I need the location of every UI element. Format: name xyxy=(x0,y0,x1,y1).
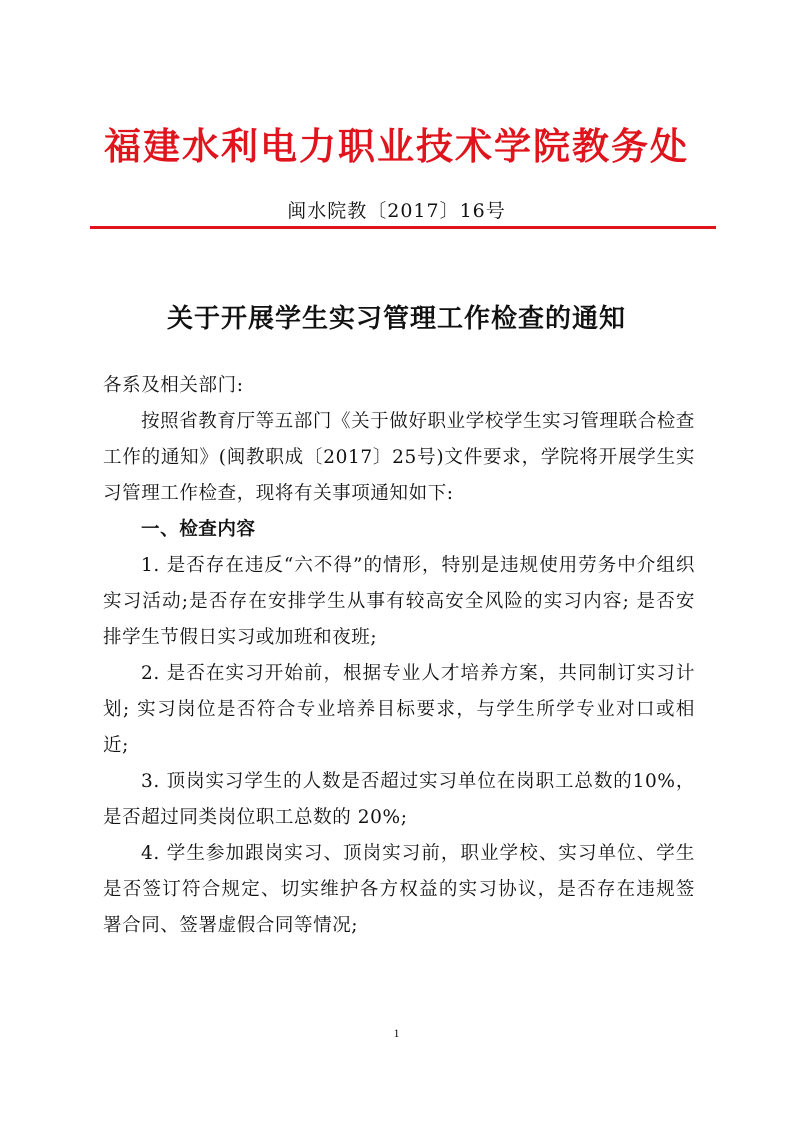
document-number: 闽水院教〔2017〕16号 xyxy=(287,200,506,222)
notice-body xyxy=(103,404,695,944)
page-number: 1 xyxy=(393,1026,400,1040)
intro-paragraph: 按照省教育厅等五部门《关于做好职业学校学生实习管理联合检查工作的通知》(闽教职成〔2017〕25号)文件要求，学院将开展学生实习管理工作检查，现将有关事项通知如下: xyxy=(103,411,695,504)
section-heading: 一、检查内容 xyxy=(141,519,256,540)
list-item: 4. 学生参加跟岗实习、顶岗实习前，职业学校、实习单位、学生是否签订符合规定、切实维护各方权益的实习协议，是否存在违规签署合同、签署虚假合同等情况; xyxy=(103,843,695,936)
list-item: 1. 是否存在违反“六不得”的情形，特别是违规使用劳务中介组织实习活动;是否存在安排学生从事有较高安全风险的实习内容; 是否安排学生节假日实习或加班和夜班; xyxy=(103,555,695,648)
list-item: 2. 是否在实习开始前，根据专业人才培养方案，共同制订实习计划; 实习岗位是否符合专业培养目标要求，与学生所学专业对口或相近; xyxy=(103,663,695,756)
red-divider-line xyxy=(90,226,716,229)
salutation: 各系及相关部门: xyxy=(103,375,244,396)
list-item: 3. 顶岗实习学生的人数是否超过实习单位在岗职工总数的10%，是否超过同类岗位职工总数的 20%; xyxy=(103,771,695,828)
notice-title: 关于开展学生实习管理工作检查的通知 xyxy=(166,304,626,334)
organization-header: 福建水利电力职业技术学院教务处 xyxy=(104,124,689,168)
